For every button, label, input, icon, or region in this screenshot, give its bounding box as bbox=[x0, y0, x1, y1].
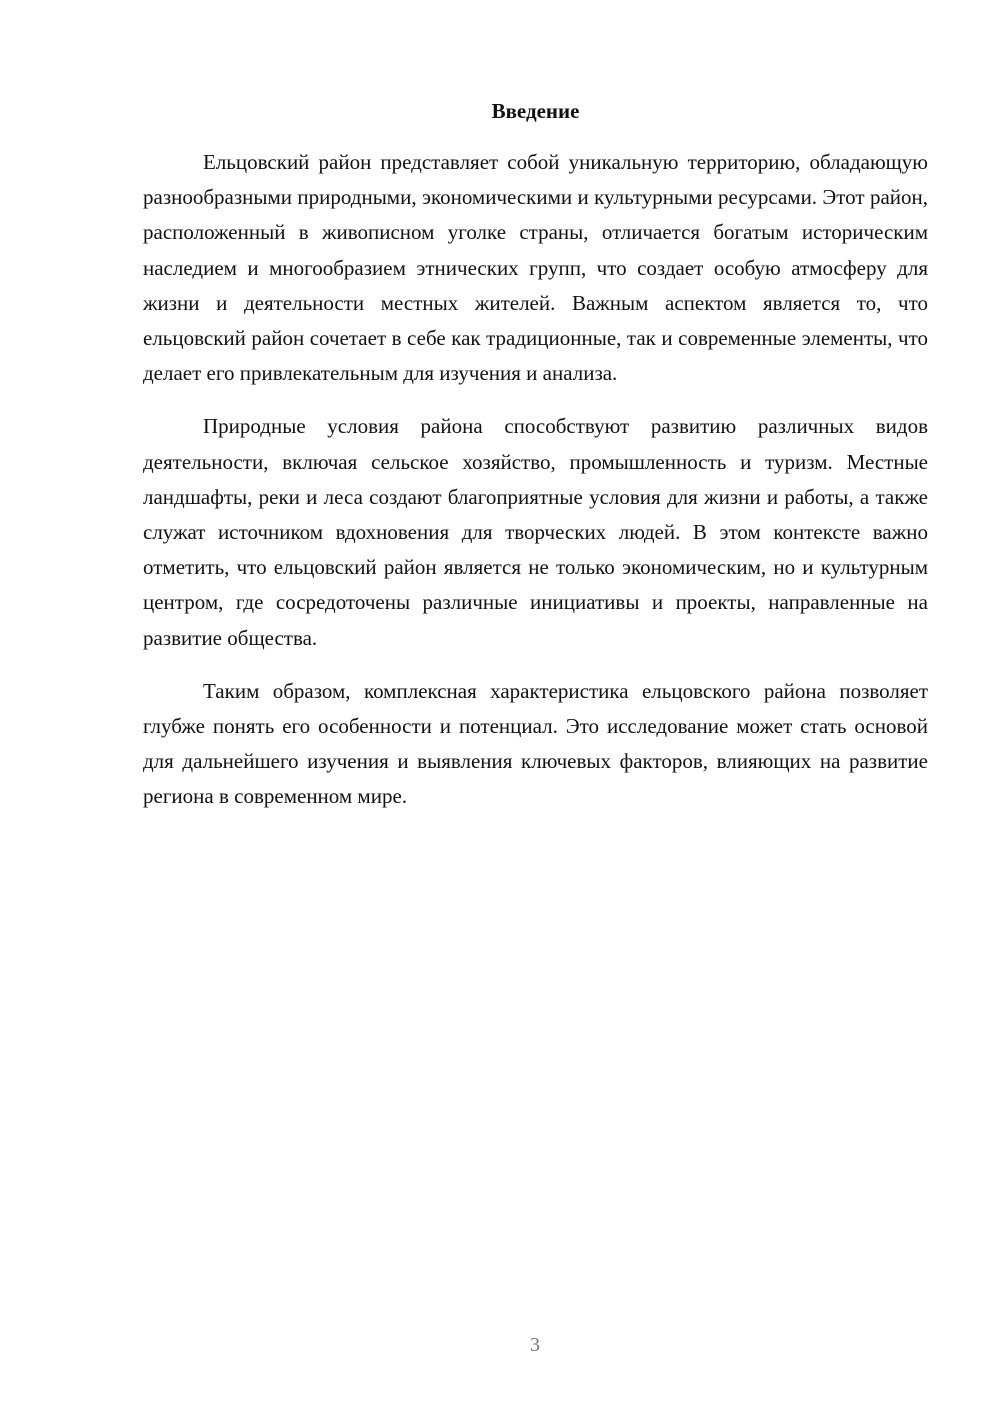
paragraph-1: Ельцовский район представляет собой уникальную территорию, обладающую разнообразными природными, экономическими и культурными ресурсами. Этот район, расположенный в живописном уголке страны, отличается богатым историческим наследием и многообразием этнических групп, что создает особую атмосферу для жизни и деятельности местных жителей. Важным аспектом является то, что ельцовский район сочетает в себе как традиционные, так и современные элементы, что делает его привлекательным для изучения и анализа. bbox=[143, 150, 928, 386]
section-heading: Введение bbox=[491, 99, 580, 123]
paragraph-2: Природные условия района способствуют развитию различных видов деятельности, включая сельское хозяйство, промышленность и туризм. Местные ландшафты, реки и леса создают благоприятные условия для жизни и работы, а также служат источником вдохновения для творческих людей. В этом контексте важно отметить, что ельцовский район является не только экономическим, но и культурным центром, где сосредоточены различные инициативы и проекты, направленные на развитие общества. bbox=[143, 414, 928, 650]
body-text bbox=[143, 145, 928, 815]
page-number: 3 bbox=[530, 1334, 540, 1356]
paragraph-3: Таким образом, комплексная характеристика ельцовского района позволяет глубже понять его особенности и потенциал. Это исследование может стать основой для дальнейшего изучения и выявления ключевых факторов, влияющих на развитие региона в современном мире. bbox=[143, 678, 928, 809]
